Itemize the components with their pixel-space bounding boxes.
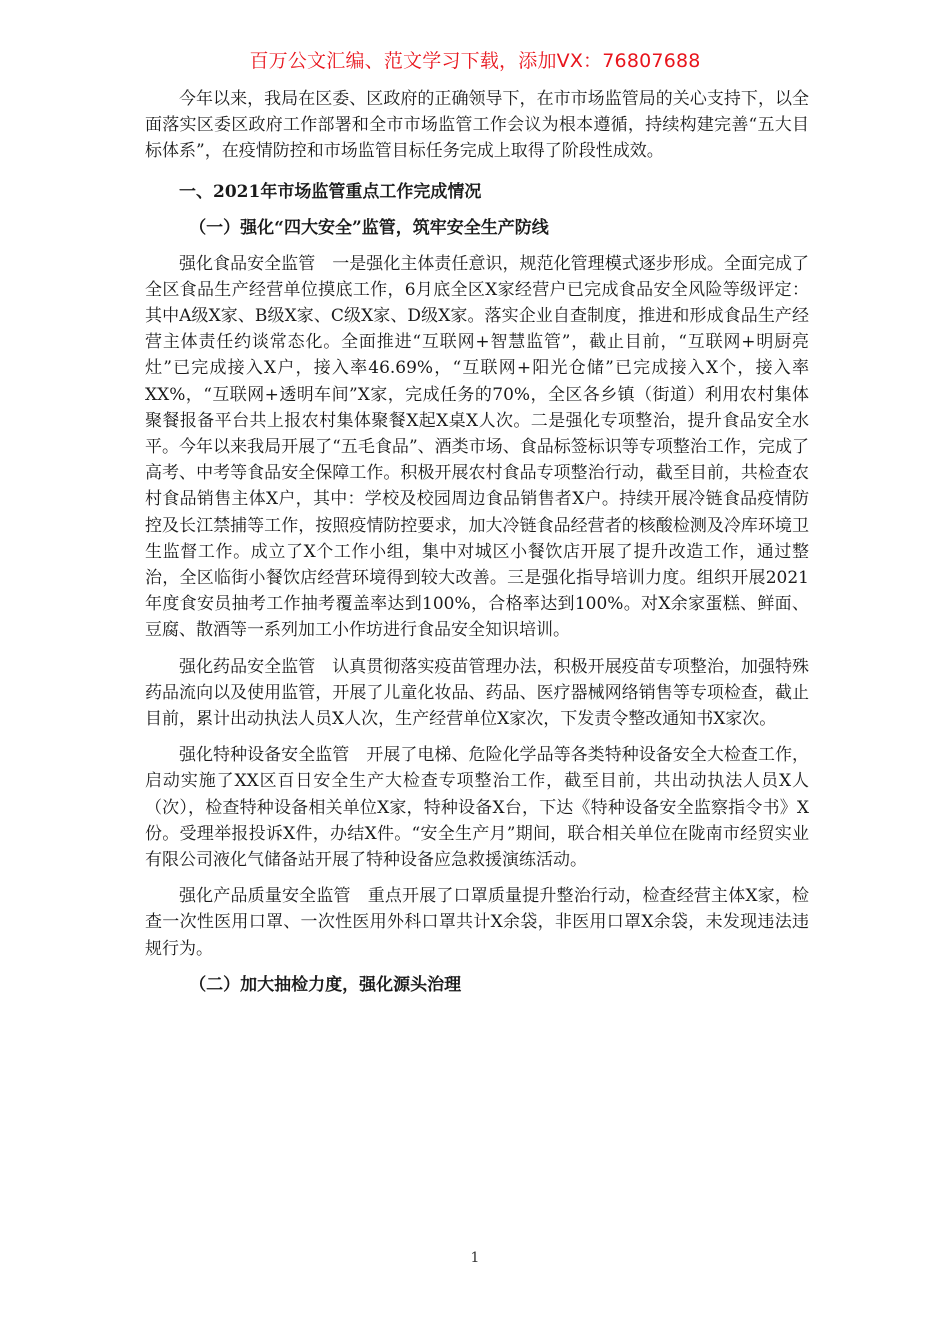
product-quality-lead: 强化产品质量安全监管 [179,886,351,907]
equipment-safety-text: 开展了电梯、危险化学品等各类特种设备安全大检查工作，启动实施了XX区百日安全生产大检查专项整治工作，截至目前，共出动执法人员X人（次），检查特种设备相关单位X家，特种设备X台，下达《特种设备安全监察指令书》X份。受理举报投诉X件，办结X件。“安全生产月”期间，联合相关单位在陇南市经贸实业有限公司液化气储备站开展了特种设备应急救援演练活动。 [145,745,810,871]
intro-paragraph: 今年以来，我局在区委、区政府的正确领导下，在市市场监管局的关心支持下，以全面落实区委区政府工作部署和全市市场监管工作会议为根本遵循，持续构建完善“五大目标体系”，在疫情防控和市场监管目标任务完成上取得了阶段性成效。 [145,89,809,162]
page-number: 1 [470,1250,480,1266]
document-body [145,86,809,1008]
product-quality-paragraph [145,883,809,962]
drug-safety-lead: 强化药品安全监管 [179,656,316,677]
product-quality-text: 重点开展了口罩质量提升整治行动，检查经营主体X家，检查一次性医用口罩、一次性医用外科口罩共计X余袋，非医用口罩X余袋，未发现违法违规行为。 [145,886,809,959]
equipment-safety-lead: 强化特种设备安全监管 [179,745,350,766]
subsection-heading-2: （二）加大抽检力度，强化源头治理 [189,974,462,995]
watermark-banner: 百万公文汇编、范文学习下载，添加VX：76807688 [249,50,701,72]
equipment-safety-paragraph [145,742,809,873]
food-safety-lead: 强化食品安全监管 [179,253,316,274]
subsection-heading-1: （一）强化“四大安全”监管，筑牢安全生产防线 [189,217,549,238]
food-safety-text: 一是强化主体责任意识，规范化管理模式逐步形成。全面完成了全区食品生产经营单位摸底工作，6月底全区X家经营户已完成食品安全风险等级评定：其中A级X家、B级X家、C级X家、D级X家。落实企业自查制度，推进和形成食品生产经营主体责任约谈常态化。全面推进“互联网+智慧监管”，截止目前，“互联网+明厨亮灶”已完成接入X户，接入率46.69%，“互联网+阳光仓储”已完成接入X个，接入率XX%，“互联网+透明车间”X家，完成任务的70%，全区各乡镇（街道）利用农村集体聚餐报备平台共上报农村集体聚餐X起X桌X人次。二是强化专项整治，提升食品安全水平。今年以来我局开展了“五毛食品”、酒类市场、食品标签标识等专项整治工作，完成了高考、中考等食品安全保障工作。积极开展农村食品专项整治行动，截至目前，共检查农村食品销售主体X户，其中：学校及校园周边食品销售者X户。持续开展冷链食品疫情防控及长江禁捕等工作，按照疫情防控要求，加大冷链食品经营者的核酸检测及冷库环境卫生监督工作。成立了X个工作小组，集中对城区小餐饮店开展了提升改造工作，通过整治，全区临街小餐饮店经营环境得到较大改善。三是强化指导培训力度。组织开展2021年度食安员抽考工作抽考覆盖率达到100%，合格率达到100%。对X余家蛋糕、鲜面、豆腐、散酒等一系列加工小作坊进行食品安全知识培训。 [145,253,810,641]
section-heading-1: 一、2021年市场监管重点工作完成情况 [179,181,482,202]
food-safety-paragraph [145,251,809,644]
drug-safety-text: 认真贯彻落实疫苗管理办法，积极开展疫苗专项整治，加强特殊药品流向以及使用监管，开展了儿童化妆品、药品、医疗器械网络销售等专项检查，截止目前，累计出动执法人员X人次，生产经营单位X家次，下发责令整改通知书X家次。 [145,656,810,730]
drug-safety-paragraph [145,654,809,733]
